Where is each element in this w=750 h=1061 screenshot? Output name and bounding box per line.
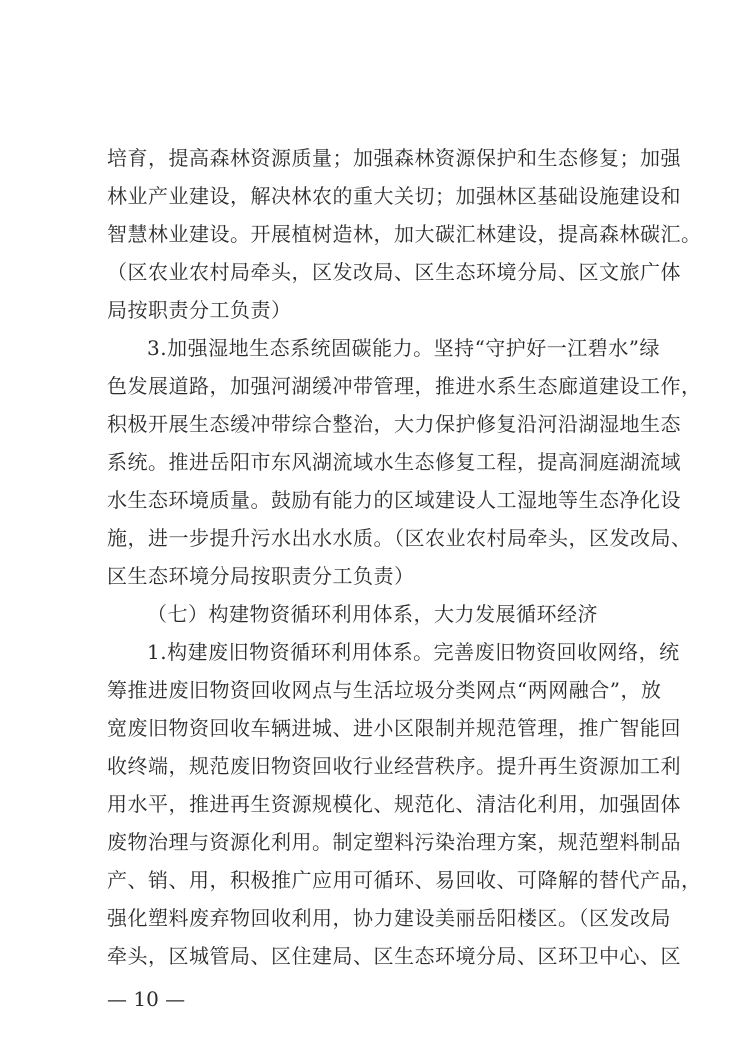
body-text-line: 筹推进废旧物资回收网点与生活垃圾分类网点“两网融合”，放 bbox=[107, 678, 662, 702]
section-heading: （七）构建物资循环利用体系，大力发展循环经济 bbox=[147, 602, 598, 626]
body-text-line: 色发展道路，加强河湖缓冲带管理，推进水系生态廊道建设工作， bbox=[107, 374, 702, 398]
page-number: — 10 — bbox=[107, 987, 186, 1011]
body-text-line: 局按职责分工负责） bbox=[107, 298, 292, 322]
body-text-line: 系统。推进岳阳市东风湖流域水生态修复工程，提高洞庭湖流域 bbox=[107, 450, 681, 474]
body-text-line: 产、销、用，积极推广应用可循环、易回收、可降解的替代产品， bbox=[107, 868, 702, 892]
body-text-line: 区生态环境分局按职责分工负责） bbox=[107, 564, 415, 588]
body-text-line: 用水平，推进再生资源规模化、规范化、清洁化利用，加强固体 bbox=[107, 792, 681, 816]
body-text-line: 林业产业建设，解决林农的重大关切；加强林区基础设施建设和 bbox=[107, 184, 681, 208]
paragraph-first-line: 3.加强湿地生态系统固碳能力。坚持“守护好一江碧水”绿 bbox=[147, 336, 661, 360]
body-text-line: （区农业农村局牵头，区发改局、区生态环境分局、区文旅广体 bbox=[107, 260, 681, 284]
paragraph-first-line: 1.构建废旧物资循环利用体系。完善废旧物资回收网络，统 bbox=[147, 640, 680, 664]
body-text-line: 收终端，规范废旧物资回收行业经营秩序。提升再生资源加工利 bbox=[107, 754, 681, 778]
body-text-line: 智慧林业建设。开展植树造林，加大碳汇林建设，提高森林碳汇。 bbox=[107, 222, 702, 246]
body-text-line: 强化塑料废弃物回收利用，协力建设美丽岳阳楼区。（区发改局 bbox=[107, 906, 671, 930]
body-text-line: 施，进一步提升污水出水水质。（区农业农村局牵头，区发改局、 bbox=[107, 526, 692, 550]
body-text-line: 牵头，区城管局、区住建局、区生态环境分局、区环卫中心、区 bbox=[107, 944, 681, 968]
body-text-line: 积极开展生态缓冲带综合整治，大力保护修复沿河沿湖湿地生态 bbox=[107, 412, 681, 436]
body-text-line: 废物治理与资源化利用。制定塑料污染治理方案，规范塑料制品 bbox=[107, 830, 681, 854]
body-text-line: 培育，提高森林资源质量；加强森林资源保护和生态修复；加强 bbox=[107, 146, 681, 170]
body-text-line: 宽废旧物资回收车辆进城、进小区限制并规范管理，推广智能回 bbox=[107, 716, 681, 740]
body-text-line: 水生态环境质量。鼓励有能力的区域建设人工湿地等生态净化设 bbox=[107, 488, 681, 512]
